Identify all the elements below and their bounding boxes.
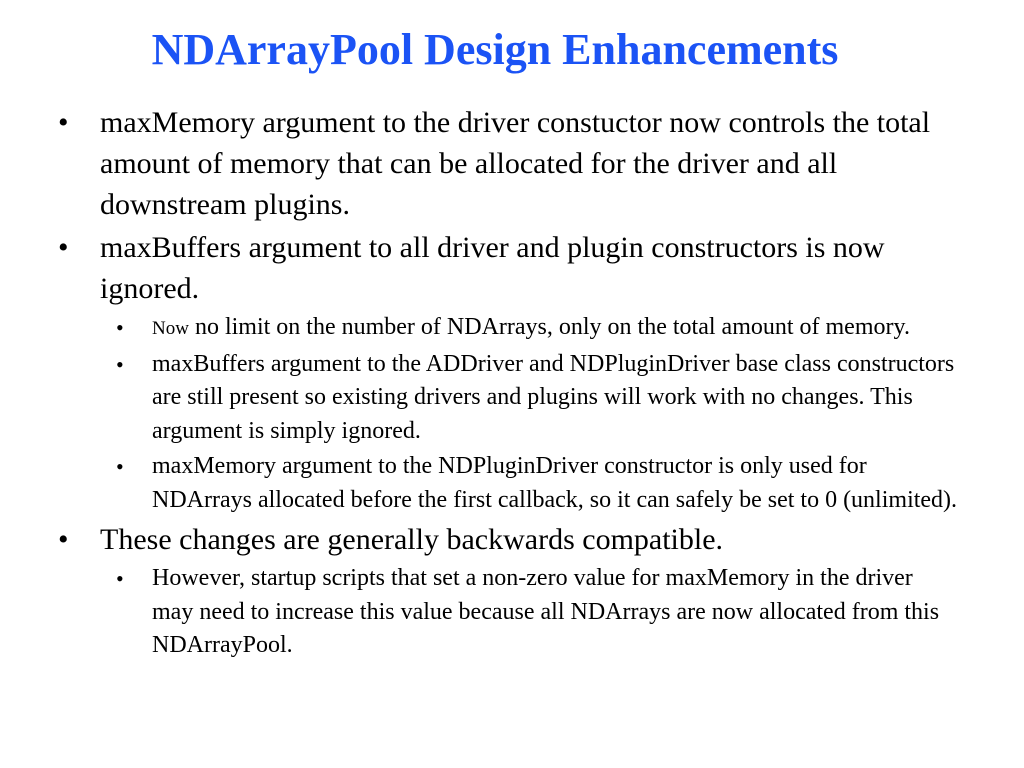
sub-bullet-icon: • (116, 454, 124, 479)
bullet-icon: • (58, 523, 69, 556)
sub-bullet-icon: • (116, 566, 124, 591)
sub-bullet-item-2-2 (116, 348, 958, 449)
sub-bullet-item-3-1 (116, 562, 958, 663)
sub-bullet-item-2-3-text: maxMemory argument to the NDPluginDriver constructor is only used for NDArrays allocated before the first callback, so it can safely be set to 0 (unlimited). (152, 453, 958, 513)
bullet-item-3-text: These changes are generally backwards compatible. (100, 523, 724, 556)
sub-bullet-item-3-1-text: However, startup scripts that set a non-zero value for maxMemory in the driver may need to increase this value because all NDArrays are now allocated from this NDArrayPool. (152, 565, 940, 658)
slide-title: NDArrayPool Design Enhancements (151, 25, 839, 74)
sub-bullet-item-2-1-prefix: Now (152, 318, 189, 339)
sub-bullet-item-2-1-text: no limit on the number of NDArrays, only on the total amount of memory. (188, 314, 910, 340)
bullet-item-1-text: maxMemory argument to the driver constuctor now controls the total amount of memory that can be allocated for the driver and all downstream plugins. (100, 106, 931, 221)
sub-bullet-item-2-2-text: maxBuffers argument to the ADDriver and NDPluginDriver base class constructors are still present so existing drivers and plugins will work with no changes. This argument is simply ignored. (152, 350, 955, 444)
sub-bullet-icon: • (116, 315, 124, 340)
sub-bullet-item-2-1 (116, 311, 958, 346)
bullet-item-1 (58, 102, 958, 225)
bullet-item-2-text: maxBuffers argument to all driver and plugin constructors is now ignored. (100, 231, 885, 305)
bullet-item-3 (58, 519, 958, 560)
sub-bullet-icon: • (116, 351, 124, 377)
bullet-icon: • (58, 106, 69, 139)
slide-content (58, 102, 958, 665)
bullet-icon: • (58, 231, 69, 264)
sub-bullet-item-2-3 (116, 450, 958, 517)
bullet-item-2 (58, 227, 958, 309)
